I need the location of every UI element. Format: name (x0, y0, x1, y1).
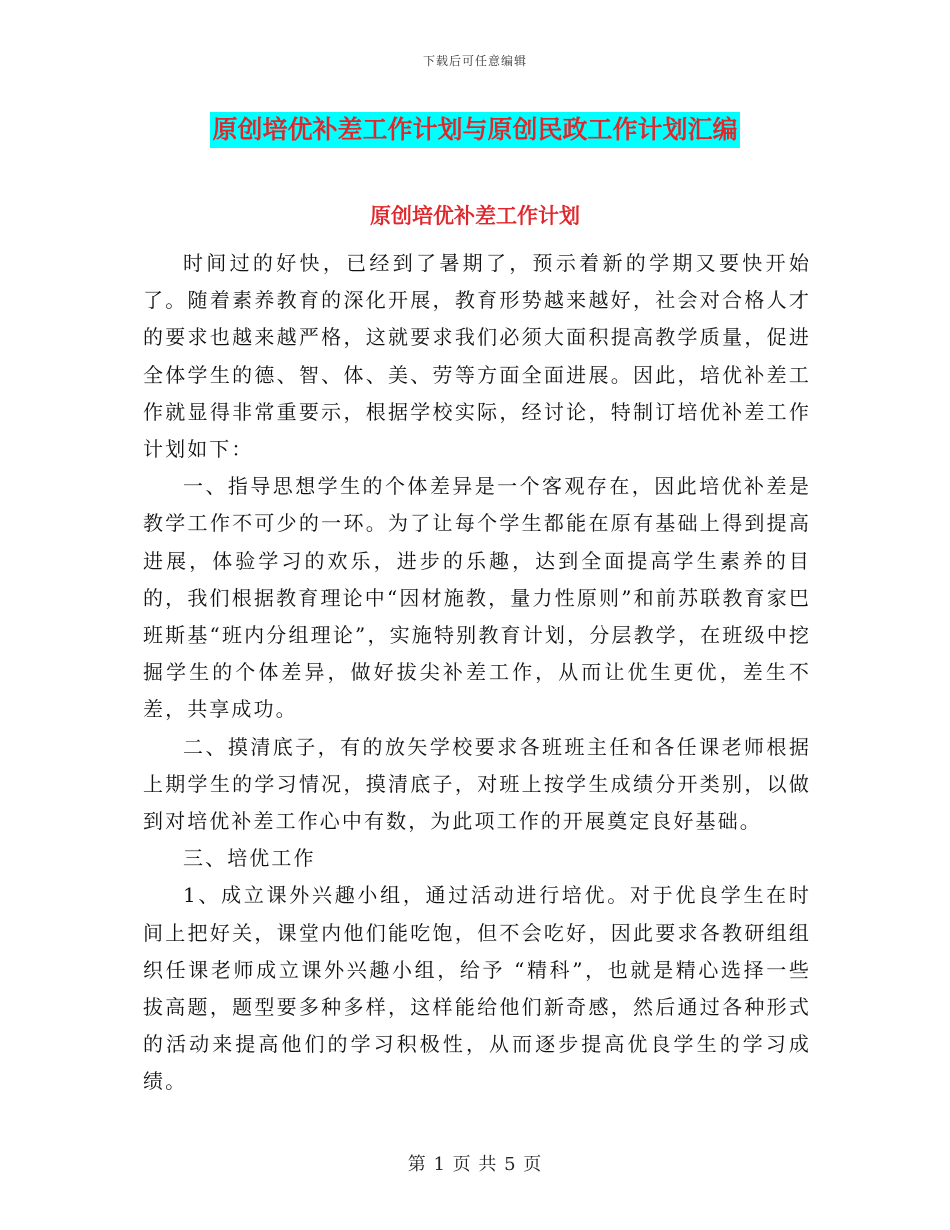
paragraph-intro: 时间过的好快，已经到了暑期了，预示着新的学期又要快开始了。随着素养教育的深化开展，教育形势越来越好，社会对合格人才的要求也越来越严格，这就要求我们必须大面积提高教学质量，促进全体学生的德、智、体、美、劳等方面全面进展。因此，培优补差工作就显得非常重要示，根据学校实际，经讨论，特制订培优补差工作计划如下： (143, 251, 811, 462)
main-title-container (0, 112, 950, 148)
paragraph-guiding-thought: 一、指导思想学生的个体差异是一个客观存在，因此培优补差是教学工作不可少的一环。为了让每个学生都能在原有基础上得到提高进展，体验学习的欢乐，进步的乐趣，达到全面提高学生素养的目的，我们根据教育理论中“因材施教，量力性原则”和前苏联教育家巴班斯基“班内分组理论”，实施特别教育计划，分层教学，在班级中挖掘学生的个体差异，做好拔尖补差工作，从而让优生更优，差生不差，共享成功。 (143, 474, 811, 722)
header-note: 下载后可任意编辑 (422, 54, 527, 68)
page-footer: 第 1 页 共 5 页 (407, 1154, 543, 1175)
main-title: 原创培优补差工作计划与原创民政工作计划汇编 (210, 112, 739, 148)
paragraph-heading-excellence-work: 三、培优工作 (183, 846, 316, 871)
paragraph-know-the-basis: 二、摸清底子，有的放矢学校要求各班班主任和各任课老师根据上期学生的学习情况，摸清底子，对班上按学生成绩分开类别，以做到对培优补差工作心中有数，为此项工作的开展奠定良好基础。 (143, 734, 811, 834)
document-body (143, 245, 811, 1101)
section-title: 原创培优补差工作计划 (370, 204, 580, 228)
paragraph-interest-groups: 1、成立课外兴趣小组，通过活动进行培优。对于优良学生在时间上把好关，课堂内他们能吃饱，但不会吃好，因此要求各教研组组织任课老师成立课外兴趣小组，给予 “精科”，也就是精心选择一些拔高题，题型要多种多样，这样能给他们新奇感，然后通过各种形式的活动来提高他们的学习积极性，从而逐步提高优良学生的学习成绩。 (143, 883, 811, 1094)
